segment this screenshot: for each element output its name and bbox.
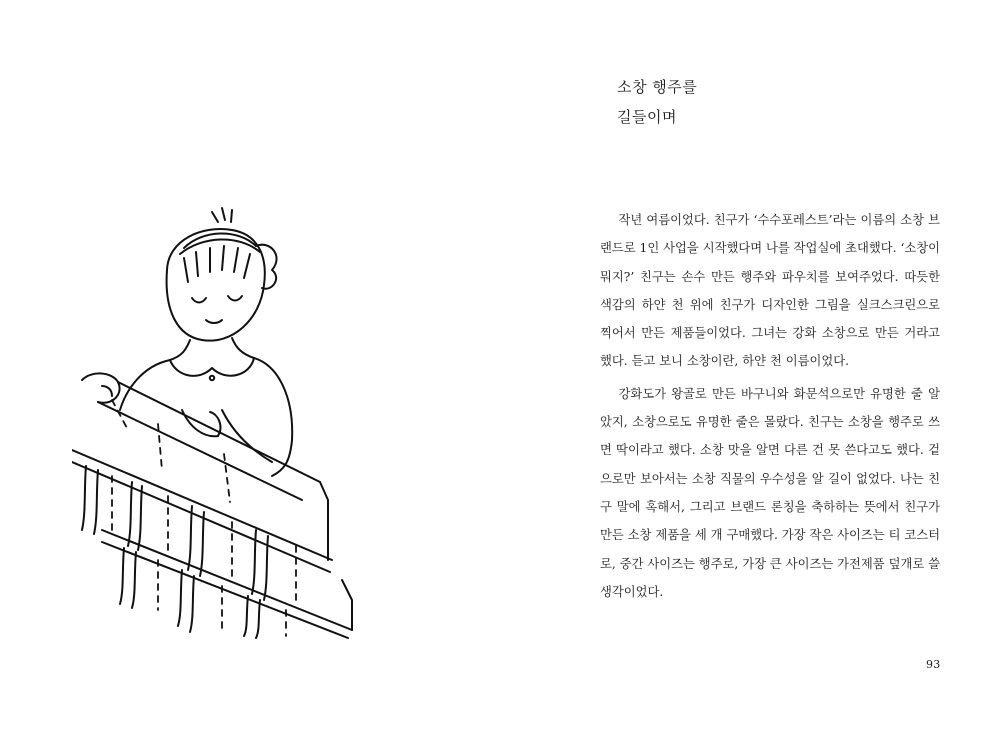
chapter-title-line-2: 길들이며 <box>617 108 677 126</box>
page-number: 93 <box>926 658 941 671</box>
chapter-title-line-1: 소창 행주를 <box>617 78 698 96</box>
paragraph-1: 작년 여름이었다. 친구가 ‘수수포레스트’라는 이름의 소창 브랜드로 1인 사업을 시작했다며 나를 작업실에 초대했다. ‘소창이 뭐지?’ 친구는 손수 만든 행주와 파우치를 보여주었다. 따듯한 색감의 하얀 천 위에 친구가 디자인한 그림을 실크스크린으로 찍어서 만든 제품들이었다. 그녀는 강화 소창으로 만든 거라고 했다. 듣고 보니 소창이란, 하얀 천 이름이었다. <box>600 213 940 369</box>
illustration <box>72 200 372 640</box>
paragraph-2: 강화도가 왕골로 만든 바구니와 화문석으로만 유명한 줄 알았지, 소창으로도 유명한 줄은 몰랐다. 친구는 소창을 행주로 쓰면 딱이라고 했다. 소창 맛을 알면 다른 건 못 쓴다고도 했다. 겉으로만 보아서는 소창 직물의 우수성을 알 길이 없었다. 나는 친구 말에 혹해서, 그리고 브랜드 론칭을 축하하는 뜻에서 친구가 만든 소창 제품을 세 개 구매했다. 가장 작은 사이즈는 티 코스터로, 중간 사이즈는 행주로, 가장 큰 사이즈는 가전제품 덮개로 쓸 생각이었다. <box>600 386 940 599</box>
woman-hanging-towels-illustration <box>72 200 372 640</box>
body-text <box>600 206 940 606</box>
chapter-title <box>617 72 697 132</box>
